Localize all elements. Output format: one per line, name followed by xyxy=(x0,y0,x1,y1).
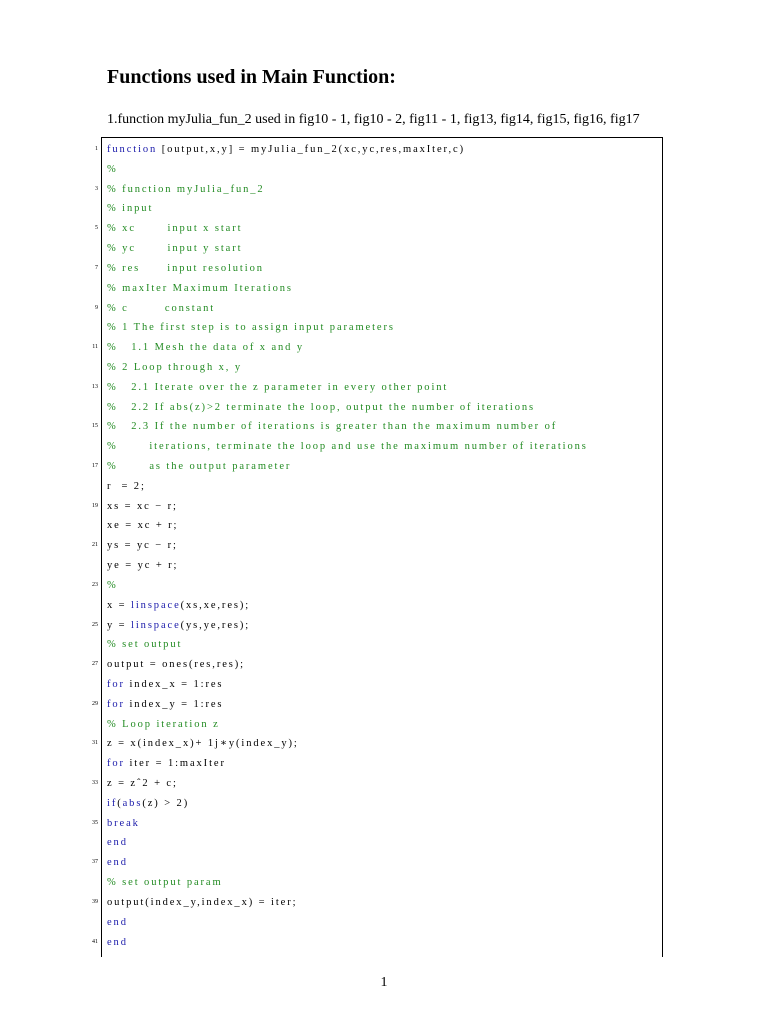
code-comment: % function myJulia_fun_2 xyxy=(107,183,265,195)
code-keyword: for xyxy=(107,758,125,770)
code-text xyxy=(107,417,557,437)
code-line xyxy=(0,180,768,200)
code-text xyxy=(107,180,265,200)
code-text xyxy=(107,239,242,259)
code-line xyxy=(0,536,768,556)
code-line xyxy=(0,259,768,279)
code-text xyxy=(107,279,293,299)
code-text xyxy=(107,616,250,636)
code-text xyxy=(107,814,140,834)
code-line xyxy=(0,715,768,735)
code-line xyxy=(0,833,768,853)
code-line xyxy=(0,616,768,636)
page-heading: Functions used in Main Function: xyxy=(107,66,396,88)
code-token: iter = 1:maxIter xyxy=(124,758,226,770)
line-number: 9 xyxy=(95,304,98,311)
code-line xyxy=(0,933,768,953)
code-comment: % yc input y start xyxy=(107,243,243,255)
code-keyword: end xyxy=(107,936,128,948)
code-token: [output,x,y] = myJulia_fun_2(xc,yc,res,maxIter,c) xyxy=(157,144,466,155)
code-token: index_y = 1:res xyxy=(124,698,224,710)
line-number: 29 xyxy=(92,700,98,707)
line-number: 31 xyxy=(92,740,98,747)
code-token: z = x(index_x)+ 1j∗y(index_y); xyxy=(107,738,299,750)
code-comment: % input xyxy=(107,203,154,215)
code-comment: % res input resolution xyxy=(107,262,264,274)
code-text xyxy=(107,635,182,655)
code-text xyxy=(107,833,128,853)
code-line xyxy=(0,754,768,774)
code-comment: % xyxy=(107,163,118,175)
code-token: ( xyxy=(117,797,123,809)
code-text xyxy=(107,259,264,279)
line-number: 35 xyxy=(92,819,98,826)
code-comment: % set output param xyxy=(107,877,223,889)
code-line xyxy=(0,477,768,497)
code-line xyxy=(0,358,768,378)
code-comment: % xc input x start xyxy=(107,223,243,235)
line-number: 41 xyxy=(92,938,98,945)
line-number: 15 xyxy=(92,423,98,430)
code-comment: % Loop iteration z xyxy=(107,718,220,730)
code-line xyxy=(0,457,768,477)
code-line xyxy=(0,853,768,873)
code-line xyxy=(0,497,768,517)
code-comment: % c constant xyxy=(107,302,216,314)
code-text xyxy=(107,576,118,596)
code-text xyxy=(107,596,250,616)
code-text xyxy=(107,398,535,418)
code-line xyxy=(0,279,768,299)
code-line xyxy=(0,318,768,338)
code-line xyxy=(0,734,768,754)
code-line xyxy=(0,239,768,259)
code-text xyxy=(107,794,189,814)
code-token: index_x = 1:res xyxy=(124,678,224,690)
code-keyword: end xyxy=(107,837,128,849)
line-number: 23 xyxy=(92,581,98,588)
code-text xyxy=(107,160,118,180)
code-text xyxy=(107,338,304,358)
code-comment: % 2.2 If abs(z)>2 terminate the loop, output the number of iterations xyxy=(107,401,536,413)
code-token: (xs,xe,res); xyxy=(180,599,251,611)
code-line xyxy=(0,814,768,834)
code-comment: % 2 Loop through x, y xyxy=(107,361,242,373)
code-text xyxy=(107,437,588,457)
line-number: 33 xyxy=(92,780,98,786)
line-number: 1 xyxy=(95,146,98,152)
code-line xyxy=(0,675,768,695)
code-text xyxy=(107,695,223,715)
listing-caption: 1.function myJulia_fun_2 used in fig10 - 1, fig10 - 2, fig11 - 1, fig13, fig14, fig15, fig16, fig17 xyxy=(107,112,640,127)
code-text xyxy=(107,754,226,774)
code-line xyxy=(0,338,768,358)
code-text xyxy=(107,140,465,160)
code-keyword: if xyxy=(107,797,118,809)
code-keyword: abs xyxy=(122,797,143,809)
code-line xyxy=(0,576,768,596)
code-text xyxy=(107,378,448,398)
code-line xyxy=(0,635,768,655)
code-line xyxy=(0,913,768,933)
code-keyword: end xyxy=(107,857,128,869)
code-text xyxy=(107,358,242,378)
code-text xyxy=(107,477,146,497)
code-line xyxy=(0,160,768,180)
code-keyword: end xyxy=(107,916,128,928)
code-token: xe = xc + r; xyxy=(107,520,179,532)
code-line xyxy=(0,655,768,675)
code-comment: % 1 The first step is to assign input parameters xyxy=(107,322,395,334)
line-number: 13 xyxy=(92,383,98,390)
code-line xyxy=(0,893,768,913)
code-text xyxy=(107,893,297,913)
code-text xyxy=(107,675,223,695)
line-number: 39 xyxy=(92,898,98,905)
line-number: 21 xyxy=(92,542,98,549)
line-number: 19 xyxy=(92,502,98,509)
code-line xyxy=(0,219,768,239)
code-comment: % xyxy=(107,579,118,591)
code-text xyxy=(107,774,178,794)
code-text xyxy=(107,933,128,953)
code-line xyxy=(0,596,768,616)
code-text xyxy=(107,199,153,219)
code-text xyxy=(107,318,395,338)
code-line xyxy=(0,140,768,160)
code-comment: % 2.3 If the number of iterations is greater than the maximum number of xyxy=(107,421,558,433)
code-line xyxy=(0,398,768,418)
code-text xyxy=(107,219,242,239)
code-text xyxy=(107,913,128,933)
code-keyword: break xyxy=(107,817,140,829)
code-text xyxy=(107,734,299,754)
line-number: 5 xyxy=(95,225,98,232)
code-text xyxy=(107,873,223,893)
code-keyword: for xyxy=(107,698,125,710)
code-line xyxy=(0,199,768,219)
code-token: (ys,ye,res); xyxy=(180,619,251,631)
code-token: ye = yc + r; xyxy=(107,560,179,572)
code-text xyxy=(107,497,178,517)
code-token: x = xyxy=(107,599,132,611)
code-listing xyxy=(0,140,768,952)
code-line xyxy=(0,873,768,893)
code-token: z = zˆ2 + c; xyxy=(107,778,178,789)
code-keyword: for xyxy=(107,678,125,690)
code-text xyxy=(107,457,291,477)
code-text xyxy=(107,556,178,576)
line-number: 3 xyxy=(95,185,98,192)
code-text xyxy=(107,715,220,735)
line-number: 37 xyxy=(92,859,98,866)
code-line xyxy=(0,437,768,457)
code-keyword: linspace xyxy=(131,599,181,611)
line-number: 17 xyxy=(92,463,98,469)
code-keyword: linspace xyxy=(131,619,181,631)
line-number: 7 xyxy=(95,264,98,271)
code-token: output = ones(res,res); xyxy=(107,659,245,671)
code-comment: % set output xyxy=(107,639,183,651)
code-token: y = xyxy=(107,619,132,631)
line-number: 27 xyxy=(92,661,98,668)
code-text xyxy=(107,853,128,873)
page-number: 1 xyxy=(380,975,388,990)
code-text xyxy=(107,516,178,536)
code-comment: % 2.1 Iterate over the z parameter in every other point xyxy=(107,381,449,393)
code-line xyxy=(0,516,768,536)
code-keyword: function xyxy=(107,144,158,155)
code-token: output(index_y,index_x) = iter; xyxy=(107,896,298,908)
code-token: ys = yc − r; xyxy=(107,540,178,552)
code-comment: % 1.1 Mesh the data of x and y xyxy=(107,342,304,354)
code-comment: % maxIter Maximum Iterations xyxy=(107,282,293,294)
code-line xyxy=(0,695,768,715)
code-line xyxy=(0,794,768,814)
line-number: 11 xyxy=(92,344,98,351)
code-text xyxy=(107,655,245,675)
code-token: r = 2; xyxy=(107,480,146,492)
code-line xyxy=(0,556,768,576)
code-text xyxy=(107,536,178,556)
code-line xyxy=(0,378,768,398)
line-number: 25 xyxy=(92,621,98,628)
code-token: (z) > 2) xyxy=(142,797,190,809)
code-text xyxy=(107,299,215,319)
code-line xyxy=(0,774,768,794)
code-line xyxy=(0,299,768,319)
code-comment: % iterations, terminate the loop and use the maximum number of iterations xyxy=(107,441,588,453)
code-line xyxy=(0,417,768,437)
code-token: xs = xc − r; xyxy=(107,500,178,512)
code-comment: % as the output parameter xyxy=(107,461,292,472)
